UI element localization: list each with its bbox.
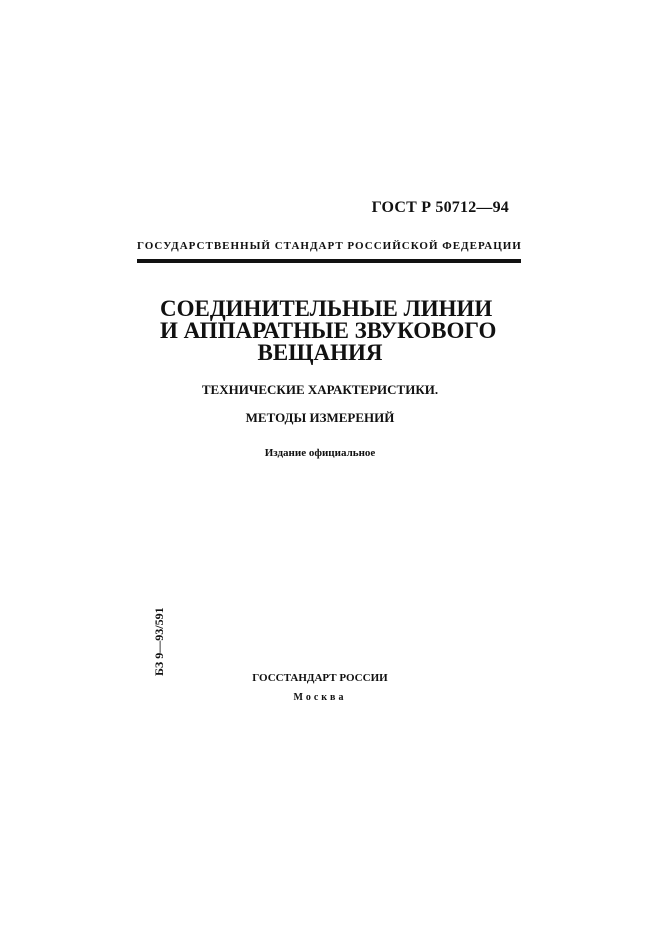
standard-header: ГОСУДАРСТВЕННЫЙ СТАНДАРТ РОССИЙСКОЙ ФЕДЕРАЦИИ [137,240,522,252]
subtitle-line: ТЕХНИЧЕСКИЕ ХАРАКТЕРИСТИКИ. [201,382,439,397]
title-line: ВЕЩАНИЯ [257,340,383,365]
publisher: ГОССТАНДАРТ РОССИИ [252,672,388,684]
document-number: ГОСТ Р 50712—94 [371,199,509,216]
title-line: СОЕДИНИТЕЛЬНЫЕ ЛИНИИ [160,296,493,321]
side-code: БЗ 9—93/591 [152,607,166,676]
document-title [160,296,497,365]
city: Москва [293,692,347,703]
edition-label: Издание официальное [264,447,376,459]
header-rule [137,259,521,263]
title-line: И АППАРАТНЫЕ ЗВУКОВОГО [160,318,497,343]
subtitle-line: МЕТОДЫ ИЗМЕРЕНИЙ [245,410,395,425]
